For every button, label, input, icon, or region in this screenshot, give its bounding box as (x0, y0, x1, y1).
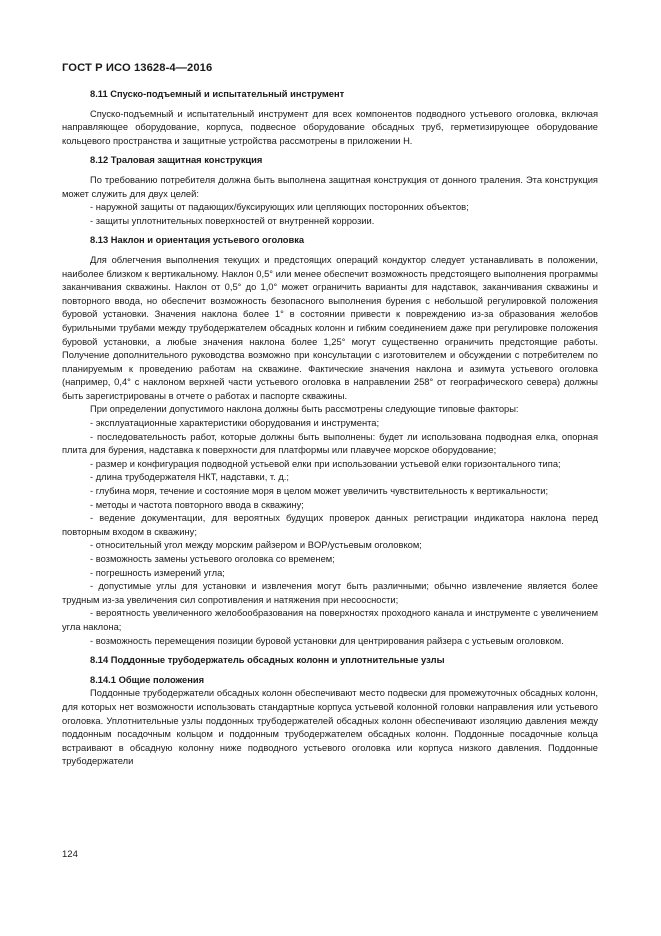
page-number: 124 (62, 849, 78, 860)
list-item: - возможность перемещения позиции буровой установки для центрирования райзера с устьевым оголовком. (90, 635, 564, 646)
section-8-11-paragraph: Спуско-подъемный и испытательный инструмент для всех компонентов подводного устьевого оголовка, включая направляющее оборудование, корпуса, подвесное оборудование обсадных труб, герметизирующее оборудование кольцевого пространства и защитные устройства рассмотрены в приложении Н. (62, 108, 598, 146)
list-item: - наружной защиты от падающих/буксирующих или цепляющих посторонних объектов; (90, 202, 469, 213)
section-8-13-paragraph: Для облегчения выполнения текущих и предстоящих операций кондуктор следует устанавливать в положении, наиболее близком к вертикальному. Наклон 0,5° или менее обеспечит возможность предстоящего выполнения программы заканчивания скважины. Наклон от 0,5° до 1,0° может ограничить варианты для надставок, заканчивания скважины и повторного ввода, но обеспечит возможность безопасного выполнения бурения с небольшой регулировкой положения буровой установки. Значения наклона более 1° в состоянии привести к повреждению из-за образования желобов бурильными трубами между трубодержателем обсадных колонн и гибким соединением даже при регулировке положения буровой установки, а любые значения наклона более 1,25° могут существенно ограничить предстоящие работы. Получение дополнительного руководства возможно при консультации с изготовителем и обсуждении с потребителем по планируемым к проведению работам на скважине. Фактические значения наклона и азимута устьевого оголовка (например, 0,4° с наклоном верхней части устьевого оголовка в направлении 258° от географического севера) должны быть зарегистрированы в отчете о работах и паспорте скважины. (62, 254, 598, 401)
section-8-12-paragraph: По требованию потребителя должна быть выполнена защитная конструкция от донного траления. Эта конструкция может служить для двух целей: (62, 174, 598, 199)
list-item: - длина трубодержателя НКТ, надставки, т. д.; (90, 472, 289, 483)
list-item: - методы и частота повторного ввода в скважину; (90, 499, 304, 510)
list-item: - эксплуатационные характеристики оборудования и инструмента; (90, 418, 380, 429)
list-item: - глубина моря, течение и состояние моря в целом может увеличить чувствительность к вертикальности; (90, 486, 549, 497)
section-8-14-title: 8.14 Поддонные трубодержатель обсадных колонн и уплотнительные узлы (90, 655, 445, 666)
section-8-14-1-paragraph: Поддонные трубодержатели обсадных колонн обеспечивают место подвески для промежуточных обсадных колонн, для которых нет возможности использовать стандартные корпуса устьевой колонной головки направления или устьевого оголовка. Уплотнительные узлы поддонных трубодержателей обсадных колонн обеспечивают изоляцию давления между поддонным посадочным кольцом и поддонным трубодержателем обсадных колонн. Поддонные посадочные кольца встраивают в обсадную колонну ниже подводного устьевого оголовка или корпуса низкого давления. Поддонные трубодержатели (62, 688, 598, 767)
list-item: - последовательность работ, которые должны быть выполнены: будет ли использована подводная елка, опорная плита для бурения, надставка к поверхности для платформы или плавучее морское оборудование; (62, 431, 598, 456)
list-item: - допустимые углы для установки и извлечения могут быть различными; обычно извлечение является более трудным из-за увеличения сил сопротивления и натяжения при несоосности; (62, 581, 598, 605)
section-8-13-factors-intro: При определении допустимого наклона должны быть рассмотрены следующие типовые факторы: (90, 404, 519, 415)
list-item: - защиты уплотнительных поверхностей от внутренней коррозии. (90, 215, 375, 226)
list-item: - размер и конфигурация подводной устьевой елки при использовании устьевой елки горизонтального типа; (90, 458, 561, 469)
document-body (62, 88, 598, 769)
list-item: - относительный угол между морским райзером и BOP/устьевым оголовком; (90, 540, 422, 551)
document-code-header: ГОСТ Р ИСО 13628-4—2016 (62, 62, 213, 74)
section-8-13-title: 8.13 Наклон и ориентация устьевого оголовка (90, 235, 305, 246)
list-item: - погрешность измерений угла; (90, 567, 225, 578)
section-8-11-title: 8.11 Спуско-подъемный и испытательный инструмент (90, 89, 345, 99)
section-8-12-title: 8.12 Траловая защитная конструкция (90, 155, 263, 166)
section-8-14-1-title: 8.14.1 Общие положения (90, 674, 205, 685)
list-item: - ведение документации, для вероятных будущих проверок данных регистрации индикатора наклона перед повторным входом в скважину; (62, 513, 598, 537)
list-item: - возможность замены устьевого оголовка со временем; (90, 554, 335, 564)
list-item: - вероятность увеличенного желобообразования на поверхностях проходного канала и инструменте с увеличением угла наклона; (62, 608, 598, 632)
